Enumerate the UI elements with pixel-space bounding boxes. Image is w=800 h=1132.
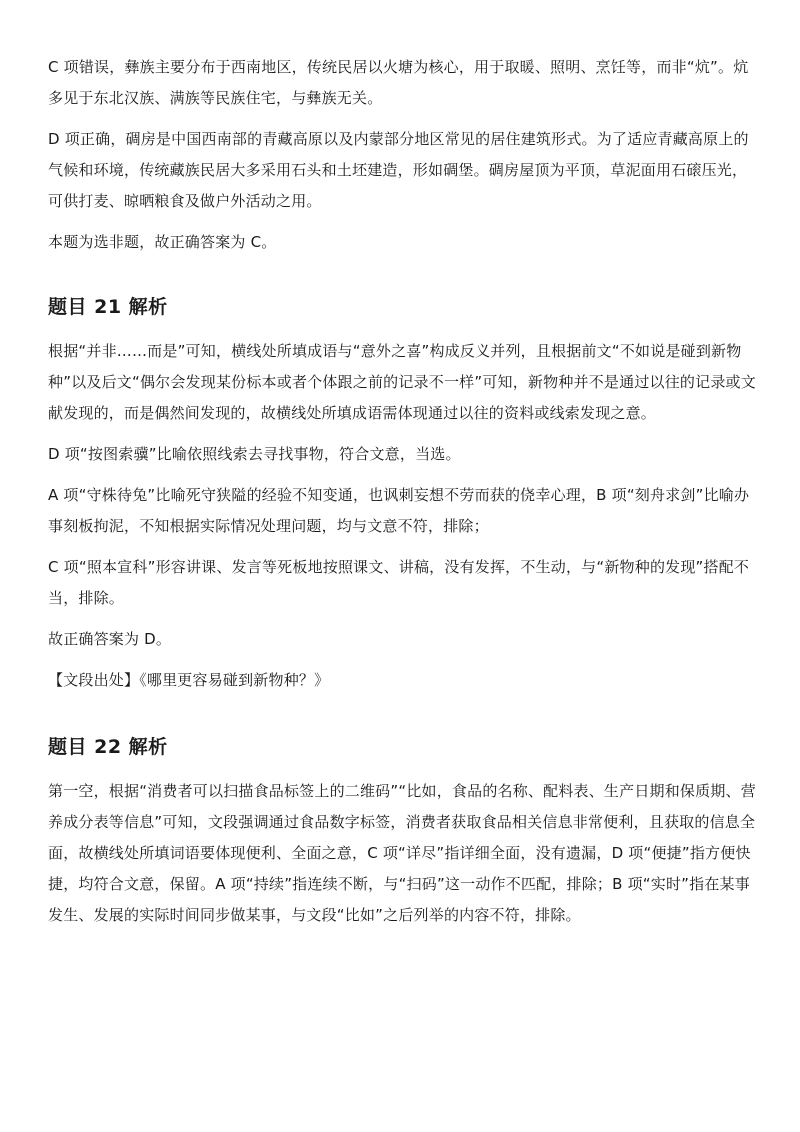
q20-option-d-analysis: D 项正确，碉房是中国西南部的青藏高原以及内蒙部分地区常见的居住建筑形式。为了适应青藏高原上的气候和环境，传统藏族民居大多采用石头和土坯建造，形如碉堡。碉房屋顶为平顶，草泥面用石磙压光，可供打麦、晾晒粮食及做户外活动之用。 — [48, 130, 749, 210]
document-page — [48, 52, 758, 943]
q21-paragraph-4: C 项“照本宣科”形容讲课、发言等死板地按照课文、讲稿，没有发挥，不生动，与“新物种的发现”搭配不当，排除。 — [48, 558, 750, 607]
q21-heading: 题目 21 解析 — [48, 296, 168, 318]
q22-heading: 题目 22 解析 — [48, 736, 168, 758]
q21-paragraph-1: 根据“并非……而是”可知，横线处所填成语与“意外之喜”构成反义并列，且根据前文“不如说是碰到新物种”以及后文“偶尔会发现某份标本或者个体跟之前的记录不一样”可知，新物种并不是通过以往的记录或文献发现的，而是偶然间发现的，故横线处所填成语需体现通过以往的资料或线索发现之意。 — [48, 342, 756, 422]
q21-answer: 故正确答案为 D。 — [48, 630, 172, 648]
q20-option-c-analysis: C 项错误，彝族主要分布于西南地区，传统民居以火塘为核心，用于取暖、照明、烹饪等，而非“炕”。炕多见于东北汉族、满族等民族住宅，与彝族无关。 — [48, 58, 749, 107]
q21-source: 【文段出处】《哪里更容易碰到新物种？》 — [48, 671, 330, 689]
q21-paragraph-2: D 项“按图索骥”比喻依照线索去寻找事物，符合文意，当选。 — [48, 445, 461, 463]
q22-paragraph-1: 第一空，根据“消费者可以扫描食品标签上的二维码”“比如，食品的名称、配料表、生产日期和保质期、营养成分表等信息”可知，文段强调通过食品数字标签，消费者获取食品相关信息非常便利，且获取的信息全面，故横线处所填词语要体现便利、全面之意，C 项“详尽”指详细全面，没有遗漏，D 项“便捷”指方便快捷，均符合文意，保留。A 项“持续”指连续不断，与“扫码”这一动作不匹配，排除；B 项“实时”指在某事发生、发展的实际时间同步做某事，与文段“比如”之后列举的内容不符，排除。 — [48, 782, 756, 924]
q21-paragraph-3: A 项“守株待兔”比喻死守狭隘的经验不知变通，也讽刺妄想不劳而获的侥幸心理，B 项“刻舟求剑”比喻办事刻板拘泥，不知根据实际情况处理问题，均与文意不符，排除； — [48, 486, 750, 535]
q20-conclusion: 本题为选非题，故正确答案为 C。 — [48, 233, 277, 251]
